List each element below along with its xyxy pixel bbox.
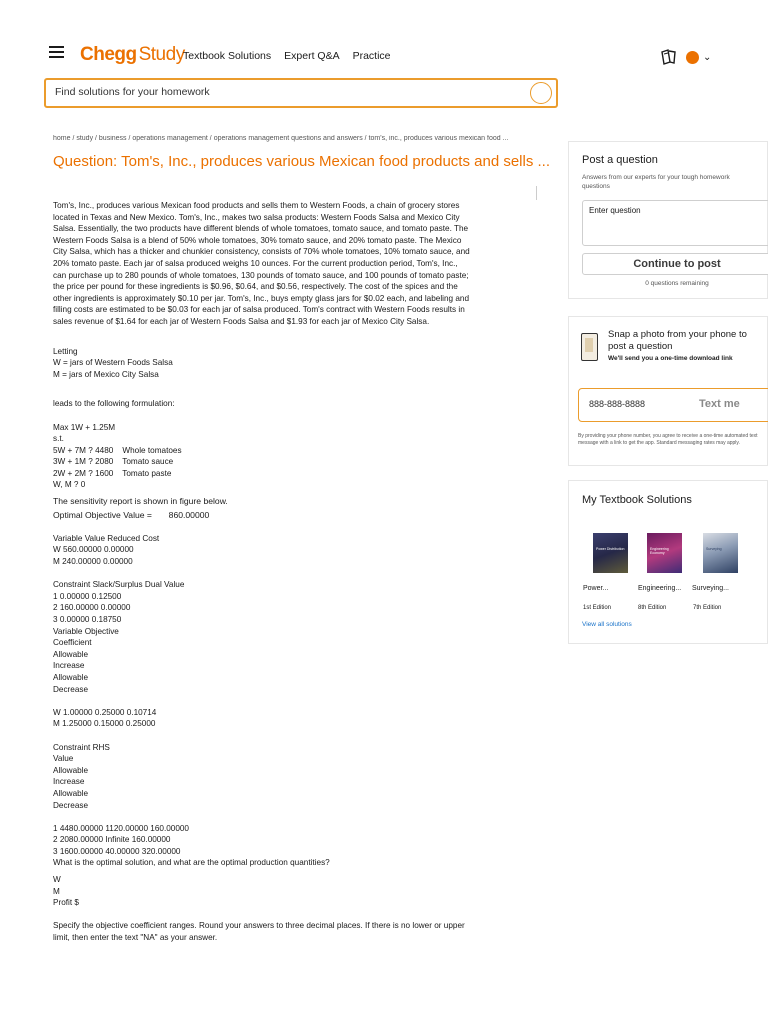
nav-textbook-solutions[interactable]: Textbook Solutions: [183, 50, 272, 62]
rhs-line: Increase: [53, 777, 85, 787]
divider: [536, 186, 537, 200]
book-cover[interactable]: [703, 533, 738, 573]
sensitivity-intro: The sensitivity report is shown in figure below.: [53, 496, 228, 507]
book-title[interactable]: Engineering...: [638, 585, 682, 592]
rhs-row-1: 1 4480.00000 1120.00000 160.00000: [53, 823, 189, 833]
book-edition: 7th Edition: [693, 605, 722, 611]
rhs-line: Decrease: [53, 800, 89, 810]
constraint-3: 2W + 2M ? 1600 Tomato paste: [53, 468, 172, 478]
book-title[interactable]: Surveying...: [692, 585, 729, 592]
post-question-title: Post a question: [582, 154, 658, 166]
textbook-solutions-card: [568, 480, 768, 644]
variable-w: W 560.00000 0.00000: [53, 545, 134, 555]
rhs-row-3: 3 1600.00000 40.00000 320.00000: [53, 846, 181, 856]
rhs-line: Constraint RHS: [53, 742, 110, 752]
vo-line: Increase: [53, 661, 85, 671]
nonnegativity: W, M ? 0: [53, 480, 86, 490]
snap-photo-subtitle: We'll send you a one-time download link: [608, 355, 733, 362]
answer-profit-label: Profit $: [53, 898, 79, 908]
constraint-row-1: 1 0.00000 0.12500: [53, 591, 122, 601]
post-question-card: [568, 141, 768, 299]
constraint-1: 5W + 7M ? 4480 Whole tomatoes: [53, 445, 182, 455]
phone-icon: [581, 333, 598, 361]
nav-practice[interactable]: Practice: [352, 50, 391, 62]
main-nav: [183, 50, 391, 62]
phone-input-box: [578, 388, 768, 422]
constraint-row-2: 2 160.00000 0.00000: [53, 603, 131, 613]
rhs-row-2: 2 2080.00000 Infinite 160.00000: [53, 835, 171, 845]
vo-line: Variable Objective: [53, 626, 119, 636]
books-icon[interactable]: [660, 49, 678, 65]
post-question-subtitle: Answers from our experts for your tough homework questions: [582, 174, 730, 190]
constraint-header: Constraint Slack/Surplus Dual Value: [53, 580, 185, 590]
textbook-solutions-title: My Textbook Solutions: [582, 494, 692, 506]
header: [0, 0, 768, 76]
search-input[interactable]: [55, 86, 525, 98]
question-input-box: [582, 200, 768, 246]
sms-disclaimer: By providing your phone number, you agree to receive a one-time automated text message with a link to get the app. Standard messaging rates may apply.: [578, 433, 758, 446]
chegg-study-logo[interactable]: [80, 44, 185, 66]
constraint-row-3: 3 0.00000 0.18750: [53, 615, 122, 624]
search-bar: [44, 78, 558, 108]
vo-line: Allowable: [53, 649, 89, 659]
vo-line: Decrease: [53, 684, 89, 694]
problem-paragraph: Tom's, Inc., produces various Mexican food products and sells them to Western Foods, a chain of grocery stores located in Texas and New Mexico. Tom's, Inc., makes two salsa products: Western Foods Salsa and Mexico City Salsa. Essentially, the two products have different blends of whole tomatoes, tomato sauce, and tomato paste. The Western Foods Salsa is a blend of 50% whole tomatoes, 30% tomato sauce, and 20% tomato paste. The Mexico City Salsa, which has a thicker and chunkier consistency, consists of 70% whole tomatoes, 10% tomato sauce, and 20% tomato paste. Each jar of salsa produced weighs 10 ounces. For the current production period, Tom's, Inc., can purchase up to 280 pounds of whole tomatoes, 130 pounds of tomato sauce, and 100 pounds of tomato paste; the price per pound for these ingredients is $0.96, $0.64, and $0.56, respectively. The cost of the spices and the other ingredients is approximately $0.10 per jar. Tom's, Inc., buys empty glass jars for $0.02 each, and labeling and filling costs are estimated to be $0.03 for each jar of salsa produced. Tom's contract with Western Foods results in sales revenue of $1.64 for each jar of Western Foods Salsa and $1.93 for each jar of Mexico City Salsa.: [53, 201, 470, 326]
text-me-button[interactable]: Text me: [699, 398, 740, 410]
question-input[interactable]: [589, 206, 759, 240]
variable-header: Variable Value Reduced Cost: [53, 533, 160, 543]
avatar[interactable]: [686, 51, 699, 64]
book-title[interactable]: Power...: [583, 585, 609, 592]
m-definition: M = jars of Mexico City Salsa: [53, 369, 159, 379]
subject-to: s.t.: [53, 434, 64, 444]
logo-text: Chegg: [80, 44, 137, 65]
w-definition: W = jars of Western Foods Salsa: [53, 358, 173, 368]
book-cover-title: Engineering Economy: [650, 547, 669, 555]
rhs-line: Value: [53, 754, 74, 764]
book-cover-title: Power Distribution: [596, 547, 625, 551]
formulation-intro: leads to the following formulation:: [53, 399, 175, 409]
optimal-value: Optimal Objective Value = 860.00000: [53, 509, 210, 520]
phone-input[interactable]: [589, 399, 679, 409]
nav-expert-qa[interactable]: Expert Q&A: [284, 50, 340, 62]
answer-m-label: M: [53, 886, 60, 896]
vo-line: Allowable: [53, 672, 89, 682]
logo-suffix: Study: [138, 44, 185, 65]
answer-w-label: W: [53, 875, 61, 885]
constraint-2: 3W + 1M ? 2080 Tomato sauce: [53, 457, 174, 467]
view-all-solutions-link[interactable]: View all solutions: [582, 621, 632, 628]
menu-icon[interactable]: [49, 46, 64, 58]
continue-to-post-button[interactable]: Continue to post: [582, 253, 768, 275]
objective-function: Max 1W + 1.25M: [53, 422, 116, 432]
question-1: What is the optimal solution, and what are the optimal production quantities?: [53, 858, 330, 868]
book-cover[interactable]: [593, 533, 628, 573]
snap-photo-card: [568, 316, 768, 466]
header-icons: [660, 49, 711, 65]
book-cover-title: Surveying: [706, 547, 722, 551]
page-title: Question: Tom's, Inc., produces various Mexican food products and sells ...: [53, 153, 550, 170]
vo-line: Coefficient: [53, 638, 92, 648]
snap-photo-title: Snap a photo from your phone to post a question: [608, 329, 747, 352]
questions-remaining: 0 questions remaining: [645, 280, 709, 287]
question-2: Specify the objective coefficient ranges. Round your answers to three decimal places. If there is no lower or upper limit, then enter the text "NA" as your answer.: [53, 921, 465, 943]
vo-row-m: M 1.25000 0.15000 0.25000: [53, 719, 156, 729]
book-edition: 8th Edition: [638, 605, 667, 611]
variable-m: M 240.00000 0.00000: [53, 557, 133, 567]
book-edition: 1st Edition: [583, 605, 612, 611]
chevron-down-icon[interactable]: ⌄: [703, 51, 712, 63]
vo-row-w: W 1.00000 0.25000 0.10714: [53, 707, 157, 717]
question-body: [53, 200, 473, 944]
rhs-line: Allowable: [53, 765, 89, 775]
book-cover[interactable]: [647, 533, 682, 573]
rhs-line: Allowable: [53, 788, 89, 798]
breadcrumb[interactable]: home / study / business / operations management / operations management questions and answers / tom's, inc., produces various mexican food ...: [53, 135, 509, 142]
search-icon[interactable]: [530, 82, 552, 104]
letting-label: Letting: [53, 346, 78, 356]
